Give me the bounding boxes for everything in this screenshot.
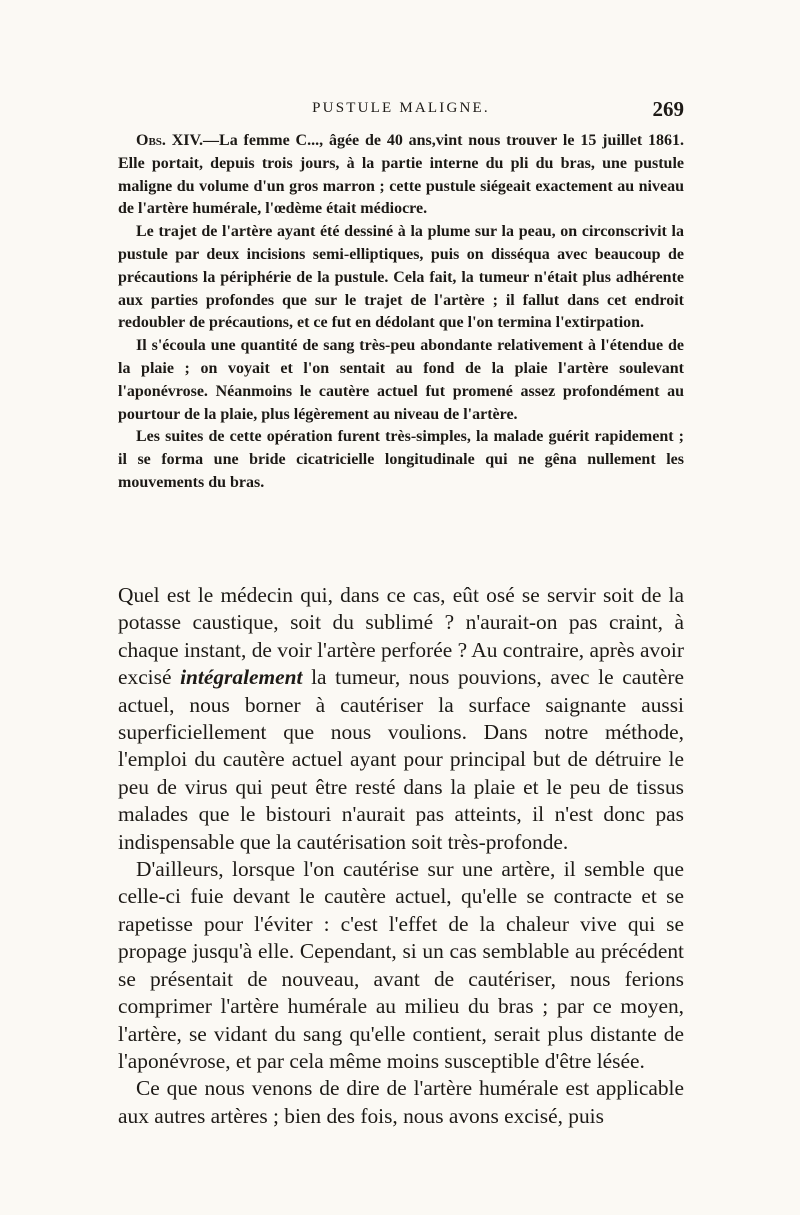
page-header (118, 97, 684, 124)
emphasis-text: intégralement (180, 665, 303, 690)
observation-paragraph (118, 130, 684, 221)
running-title: PUSTULE MALIGNE. (312, 100, 490, 116)
observation-block (118, 130, 684, 495)
body-text: Quel est le médecin qui, dans ce cas, eût osé se servir soit de la potasse caustique, soit du sublimé ? n'aurait-on pas craint, à chaque instant, de voir l'artère perforée ? Au contraire, après avoir excisé (118, 583, 684, 690)
main-text-block (118, 582, 684, 1130)
body-text: la tumeur, nous pouvions, avec le cautère actuel, nous borner à cautériser la surface saignante aussi superficiellement que nous voulions. Dans notre méthode, l'emploi du cautère actuel ayant pour principal but de détruire le peu de virus qui peut être resté dans la plaie et le peu de tissus malades que le bistouri n'aurait pas atteints, il n'est donc pas indispensable que la cautérisation soit très-profonde. (118, 665, 684, 854)
page-number: 269 (652, 97, 684, 121)
body-paragraph (118, 582, 684, 856)
observation-paragraph: Les suites de cette opération furent très-simples, la malade guérit rapidement ; il se forma une bride cicatricielle longitudinale qui ne gêna nullement les mouvements du bras. (118, 428, 684, 491)
observation-paragraph: Il s'écoula une quantité de sang très-peu abondante relativement à l'étendue de la plaie ; on voyait et l'on sentait au fond de la plaie l'artère soulevant l'aponévrose. Néanmoins le cautère actuel fut promené assez profondément au pourtour de la plaie, plus légèrement au niveau de l'artère. (118, 337, 684, 423)
observation-text: —La femme C..., âgée de 40 ans,vint nous trouver le 15 juillet 1861. Elle portait, depuis trois jours, à la partie interne du pli du bras, une pustule maligne du volume d'un gros marron ; cette pustule siégeait exactement au niveau de l'artère humérale, l'œdème était médiocre. (118, 132, 684, 218)
body-paragraph: D'ailleurs, lorsque l'on cautérise sur une artère, il semble que celle-ci fuie devant le cautère actuel, qu'elle se contracte et se rapetisse pour l'éviter : c'est l'effet de la chaleur vive qui se propage jusqu'à elle. Cependant, si un cas semblable au précédent se présentait de nouveau, avant de cautériser, nous ferions comprimer l'artère humérale au milieu du bras ; par ce moyen, l'artère, se vidant du sang qu'elle contient, serait plus distante de l'aponévrose, et par cela même moins susceptible d'être lésée. (118, 857, 684, 1073)
observation-label: Obs. XIV. (136, 132, 204, 149)
observation-paragraph: Le trajet de l'artère ayant été dessiné à la plume sur la peau, on circonscrivit la pustule par deux incisions semi-elliptiques, puis on disséqua avec beaucoup de précautions la périphérie de la pustule. Cela fait, la tumeur n'était plus adhérente aux parties profondes que sur le trajet de l'artère ; il fallut dans cet endroit redoubler de précautions, et ce fut en dédolant que l'on termina l'extirpation. (118, 223, 684, 332)
body-paragraph: Ce que nous venons de dire de l'artère humérale est applicable aux autres artères ; bien des fois, nous avons excisé, puis (118, 1076, 684, 1128)
